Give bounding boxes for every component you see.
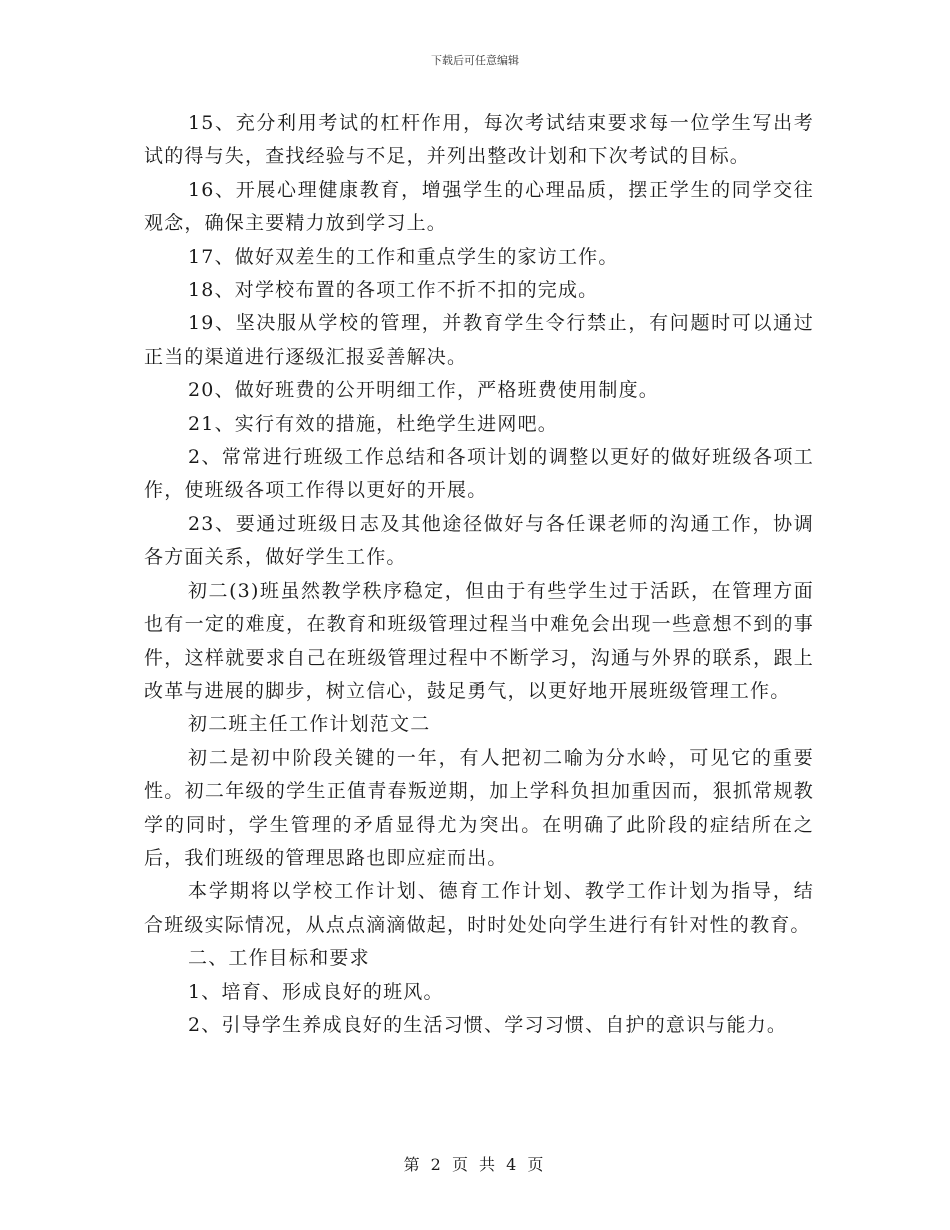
paragraph-item-20: 20、做好班费的公开明细工作，严格班费使用制度。 [188,379,659,402]
paragraph-item-22: 2、常常进行班级工作总结和各项计划的调整以更好的做好班级各项工作，使班级各项工作得以更好的开展。 [144,446,814,502]
paragraph-item-15: 15、充分利用考试的杠杆作用，每次考试结束要求每一位学生写出考试的得与失，查找经验与不足，并列出整改计划和下次考试的目标。 [144,112,814,168]
paragraph-intro: 初二是初中阶段关键的一年，有人把初二喻为分水岭，可见它的重要性。初二年级的学生正值青春叛逆期，加上学科负担加重因而，狠抓常规教学的同时，学生管理的矛盾显得尤为突出。在明确了此阶段的症结所在之后，我们班级的管理思路也即应症而出。 [144,746,814,869]
page-header: 下载后可任意编辑 [431,54,519,67]
document-body [144,107,814,1042]
section-title: 初二班主任工作计划范文二 [188,713,431,736]
goal-item-2: 2、引导学生养成良好的生活习惯、学习习惯、自护的意识与能力。 [188,1013,788,1036]
page-footer: 第 2 页 共 4 页 [403,1155,547,1174]
paragraph-class-summary: 初二(3)班虽然教学秩序稳定，但由于有些学生过于活跃，在管理方面也有一定的难度，在教育和班级管理过程当中难免会出现一些意想不到的事件，这样就要求自己在班级管理过程中不断学习，沟通与外界的联系，跟上改革与进展的脚步，树立信心，鼓足勇气，以更好地开展班级管理工作。 [144,579,814,702]
paragraph-item-17: 17、做好双差生的工作和重点学生的家访工作。 [188,245,619,268]
paragraph-guidance: 本学期将以学校工作计划、德育工作计划、教学工作计划为指导，结合班级实际情况，从点点滴滴做起，时时处处向学生进行有针对性的教育。 [144,880,814,936]
section-heading-goals: 二、工作目标和要求 [188,947,370,970]
goal-item-1: 1、培育、形成良好的班风。 [188,980,444,1003]
paragraph-item-19: 19、坚决服从学校的管理，并教育学生令行禁止，有问题时可以通过正当的渠道进行逐级汇报妥善解决。 [144,312,814,368]
paragraph-item-18: 18、对学校布置的各项工作不折不扣的完成。 [188,279,599,302]
paragraph-item-23: 23、要通过班级日志及其他途径做好与各任课老师的沟通工作，协调各方面关系，做好学生工作。 [144,512,814,569]
paragraph-item-16: 16、开展心理健康教育，增强学生的心理品质，摆正学生的同学交往观念，确保主要精力放到学习上。 [144,178,814,235]
paragraph-item-21: 21、实行有效的措施，杜绝学生进网吧。 [188,412,558,435]
